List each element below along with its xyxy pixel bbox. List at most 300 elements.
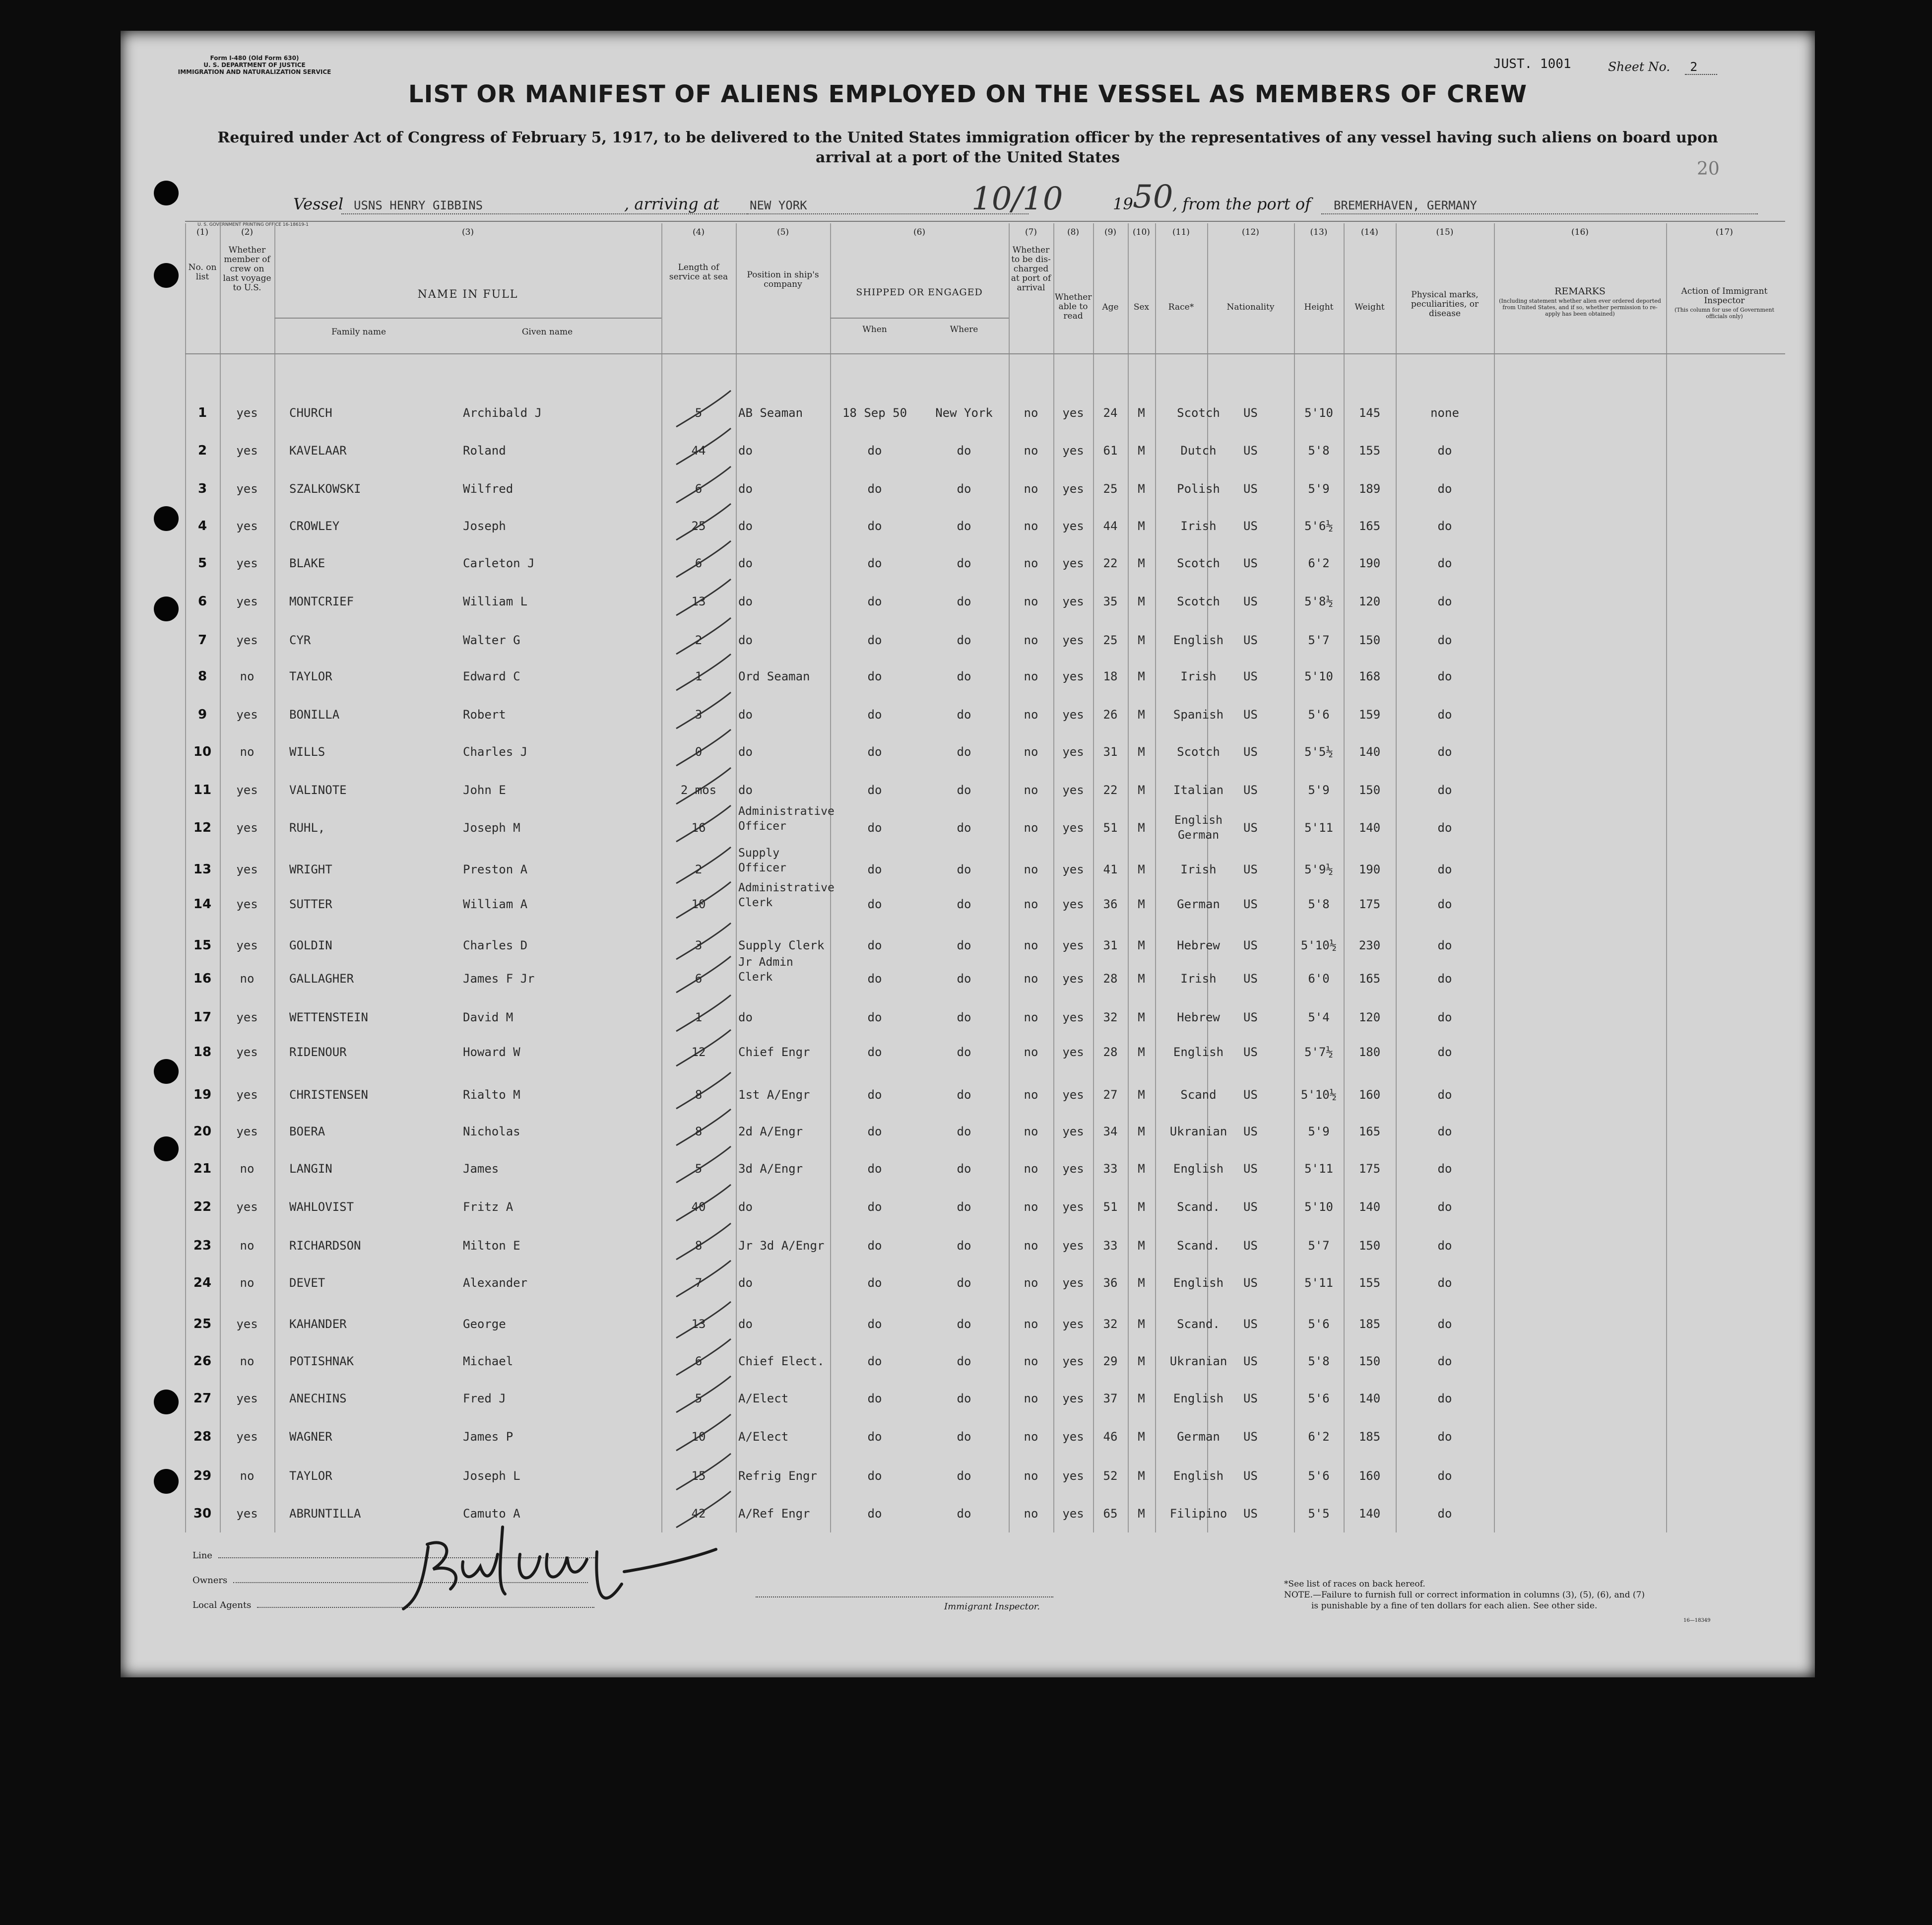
physical-marks: do <box>1437 1239 1452 1253</box>
column-number: (15) <box>1436 227 1454 237</box>
physical-marks: do <box>1437 863 1452 876</box>
able-to-read: yes <box>1062 863 1084 876</box>
given-name: Rialto M <box>463 1088 520 1102</box>
to-be-discharged: no <box>1024 1354 1038 1368</box>
height: 6'2 <box>1308 1430 1330 1444</box>
to-be-discharged: no <box>1024 783 1038 797</box>
weight: 159 <box>1358 708 1381 722</box>
given-name: Wilfred <box>463 482 514 496</box>
able-to-read: yes <box>1062 1354 1084 1368</box>
physical-marks: do <box>1437 897 1452 911</box>
shipped-where: do <box>957 708 971 722</box>
given-name: Nicholas <box>463 1125 520 1138</box>
shipped-where: do <box>957 1276 971 1290</box>
to-be-discharged: no <box>1024 1469 1038 1483</box>
row-number: 21 <box>193 1161 212 1176</box>
height: 5'8 <box>1308 1354 1330 1368</box>
given-name: William A <box>463 897 528 911</box>
able-to-read: yes <box>1062 556 1084 570</box>
page-mark: 20 <box>1697 159 1720 179</box>
weight: 165 <box>1358 519 1381 533</box>
nationality: US <box>1243 783 1258 797</box>
shipped-when: do <box>867 938 882 952</box>
weight: 155 <box>1358 444 1381 458</box>
nationality: US <box>1243 444 1258 458</box>
able-to-read: yes <box>1062 1088 1084 1102</box>
physical-marks: do <box>1437 519 1452 533</box>
race: English <box>1173 1392 1224 1405</box>
to-be-discharged: no <box>1024 519 1038 533</box>
race: Ukranian <box>1169 1354 1227 1368</box>
sex: M <box>1138 633 1145 647</box>
shipped-where: do <box>957 482 971 496</box>
physical-marks: do <box>1437 482 1452 496</box>
race: Scotch <box>1177 595 1220 608</box>
ship-position: A/Elect <box>738 1392 789 1405</box>
physical-marks: do <box>1437 1125 1452 1138</box>
height: 5'10 <box>1304 406 1333 420</box>
row-number: 9 <box>197 707 207 722</box>
physical-marks: do <box>1437 556 1452 570</box>
prior-voyage: yes <box>236 1200 258 1214</box>
family-name: RIDENOUR <box>289 1045 347 1059</box>
nationality: US <box>1243 1010 1258 1024</box>
sex: M <box>1138 745 1145 759</box>
row-number: 18 <box>193 1045 212 1060</box>
nationality: US <box>1243 1469 1258 1483</box>
family-name: VALINOTE <box>289 783 347 797</box>
vessel-line <box>121 179 1815 219</box>
prior-voyage: no <box>240 669 255 683</box>
row-number: 20 <box>193 1124 212 1139</box>
column-number: (5) <box>776 227 789 237</box>
header-able-to-read: Whether able to read <box>1055 292 1092 321</box>
header-weight: Weight <box>1354 302 1385 312</box>
race: English <box>1173 1045 1224 1059</box>
sex: M <box>1138 1317 1145 1331</box>
height: 5'10 <box>1304 1200 1333 1214</box>
prior-voyage: yes <box>236 821 258 835</box>
race: Irish <box>1180 669 1217 683</box>
shipped-where: do <box>957 972 971 986</box>
header-family-name: Family name <box>331 327 386 337</box>
row-number: 23 <box>193 1238 212 1253</box>
length-of-service: 2 <box>695 633 703 647</box>
to-be-discharged: no <box>1024 1276 1038 1290</box>
header-remarks-note: (Including statement whether alien ever ordered deported from United States, and if so, whether permission to re-apply has been obtained) <box>1499 298 1661 317</box>
prior-voyage: yes <box>236 1125 258 1138</box>
column-number: (3) <box>461 227 474 237</box>
line-label: Line <box>193 1550 212 1561</box>
header-sex: Sex <box>1133 302 1150 312</box>
ship-position: Chief Elect. <box>738 1354 825 1368</box>
length-of-service: 12 <box>691 1045 706 1059</box>
physical-marks: do <box>1437 1354 1452 1368</box>
height: 6'0 <box>1308 972 1330 986</box>
physical-marks: do <box>1437 1469 1452 1483</box>
physical-marks: do <box>1437 1392 1452 1405</box>
row-number: 4 <box>197 519 207 533</box>
height: 5'6½ <box>1304 519 1333 533</box>
length-of-service: 8 <box>695 1088 703 1102</box>
prior-voyage: no <box>240 745 255 759</box>
column-number: (11) <box>1172 227 1190 237</box>
sex: M <box>1138 1469 1145 1483</box>
age: 65 <box>1103 1507 1118 1521</box>
row-number: 6 <box>197 594 207 609</box>
length-of-service: 25 <box>691 519 706 533</box>
family-name: WAGNER <box>289 1430 332 1444</box>
sex: M <box>1138 1162 1145 1176</box>
ship-position: Administrative Officer <box>738 805 835 833</box>
to-be-discharged: no <box>1024 1430 1038 1444</box>
row-number: 29 <box>193 1468 212 1483</box>
sex: M <box>1138 444 1145 458</box>
to-be-discharged: no <box>1024 406 1038 420</box>
ship-position: A/Ref Engr <box>738 1507 810 1521</box>
nationality: US <box>1243 556 1258 570</box>
prior-voyage: no <box>240 1469 255 1483</box>
weight: 140 <box>1358 1507 1381 1521</box>
row-number: 25 <box>193 1317 212 1331</box>
physical-marks: do <box>1437 1045 1452 1059</box>
weight: 140 <box>1358 821 1381 835</box>
given-name: Roland <box>463 444 506 458</box>
arrival-date: 10/10 <box>971 181 1063 217</box>
row-number: 12 <box>193 820 212 835</box>
physical-marks: do <box>1437 444 1452 458</box>
age: 46 <box>1103 1430 1118 1444</box>
prior-voyage: yes <box>236 406 258 420</box>
able-to-read: yes <box>1062 1010 1084 1024</box>
ship-position: do <box>738 1317 753 1331</box>
weight: 155 <box>1358 1276 1381 1290</box>
race: English <box>1173 633 1224 647</box>
prior-voyage: yes <box>236 708 258 722</box>
row-number: 22 <box>193 1199 212 1214</box>
age: 25 <box>1103 633 1118 647</box>
weight: 180 <box>1358 1045 1381 1059</box>
shipped-where: do <box>957 1200 971 1214</box>
given-name: Michael <box>463 1354 514 1368</box>
prior-voyage: yes <box>236 897 258 911</box>
nationality: US <box>1243 863 1258 876</box>
form-identifier <box>165 55 344 75</box>
physical-marks: do <box>1437 938 1452 952</box>
height: 5'6 <box>1308 1469 1330 1483</box>
nationality: US <box>1243 406 1258 420</box>
header-position: Position in ship's company <box>747 270 819 289</box>
age: 22 <box>1103 556 1118 570</box>
column-number: (13) <box>1310 227 1328 237</box>
physical-marks: do <box>1437 1200 1452 1214</box>
height: 5'9 <box>1308 1125 1330 1138</box>
race: Irish <box>1180 519 1217 533</box>
ship-position: Jr 3d A/Engr <box>738 1239 825 1253</box>
height: 5'4 <box>1308 1010 1330 1024</box>
sex: M <box>1138 1507 1145 1521</box>
race: Polish <box>1177 482 1220 496</box>
prior-voyage: yes <box>236 633 258 647</box>
shipped-when: 18 Sep 50 <box>842 406 907 420</box>
column-number: (10) <box>1133 227 1150 237</box>
to-be-discharged: no <box>1024 1392 1038 1405</box>
family-name: WILLS <box>289 745 325 759</box>
family-name: WAHLOVIST <box>289 1200 354 1214</box>
shipped-where: do <box>957 519 971 533</box>
physical-marks: do <box>1437 1276 1452 1290</box>
age: 32 <box>1103 1317 1118 1331</box>
to-be-discharged: no <box>1024 863 1038 876</box>
family-name: LANGIN <box>289 1162 332 1176</box>
weight: 150 <box>1358 783 1381 797</box>
row-number: 27 <box>193 1391 212 1406</box>
family-name: BOERA <box>289 1125 325 1138</box>
able-to-read: yes <box>1062 1239 1084 1253</box>
year-prefix: 19 <box>1113 195 1133 213</box>
height: 5'9½ <box>1304 863 1333 876</box>
shipped-where: do <box>957 863 971 876</box>
row-number: 11 <box>193 783 212 797</box>
physical-marks: do <box>1437 783 1452 797</box>
given-name: James <box>463 1162 499 1176</box>
header-prior-voyage: Whether member of crew on last voyage to U.S. <box>223 245 271 293</box>
nationality: US <box>1243 745 1258 759</box>
able-to-read: yes <box>1062 595 1084 608</box>
age: 24 <box>1103 406 1118 420</box>
shipped-when: do <box>867 556 882 570</box>
weight: 175 <box>1358 897 1381 911</box>
family-name: SUTTER <box>289 897 332 911</box>
given-name: James P <box>463 1430 514 1444</box>
age: 25 <box>1103 482 1118 496</box>
weight: 190 <box>1358 863 1381 876</box>
prior-voyage: yes <box>236 444 258 458</box>
length-of-service: 0 <box>695 745 703 759</box>
family-name: BONILLA <box>289 708 340 722</box>
arriving-label: , arriving at <box>624 195 719 213</box>
column-number: (6) <box>913 227 926 237</box>
nationality: US <box>1243 897 1258 911</box>
sex: M <box>1138 821 1145 835</box>
sex: M <box>1138 595 1145 608</box>
physical-marks: do <box>1437 595 1452 608</box>
race: Scotch <box>1177 745 1220 759</box>
age: 36 <box>1103 1276 1118 1290</box>
file-code: JUST. 1001 <box>1493 57 1571 71</box>
length-of-service: 10 <box>691 897 706 911</box>
ship-position: do <box>738 519 753 533</box>
physical-marks: do <box>1437 633 1452 647</box>
able-to-read: yes <box>1062 633 1084 647</box>
weight: 140 <box>1358 745 1381 759</box>
able-to-read: yes <box>1062 1392 1084 1405</box>
age: 29 <box>1103 1354 1118 1368</box>
shipped-where: do <box>957 1469 971 1483</box>
prior-voyage: yes <box>236 1045 258 1059</box>
given-name: William L <box>463 595 528 608</box>
header-physical-marks: Physical marks, peculiarities, or disease <box>1411 290 1479 319</box>
length-of-service: 2 mos <box>680 783 717 797</box>
shipped-when: do <box>867 708 882 722</box>
age: 28 <box>1103 1045 1118 1059</box>
age: 33 <box>1103 1239 1118 1253</box>
given-name: Camuto A <box>463 1507 520 1521</box>
column-number: (17) <box>1716 227 1733 237</box>
to-be-discharged: no <box>1024 897 1038 911</box>
header-shipped-or-engaged: SHIPPED OR ENGAGED <box>856 287 983 298</box>
length-of-service: 6 <box>695 556 703 570</box>
shipped-when: do <box>867 821 882 835</box>
nationality: US <box>1243 519 1258 533</box>
weight: 160 <box>1358 1088 1381 1102</box>
weight: 120 <box>1358 595 1381 608</box>
nationality: US <box>1243 633 1258 647</box>
column-number: (16) <box>1571 227 1589 237</box>
weight: 165 <box>1358 1125 1381 1138</box>
race: Scand. <box>1177 1239 1220 1253</box>
shipped-when: do <box>867 519 882 533</box>
height: 5'10 <box>1304 669 1333 683</box>
family-name: CYR <box>289 633 311 647</box>
age: 44 <box>1103 519 1118 533</box>
given-name: Edward C <box>463 669 520 683</box>
physical-marks: do <box>1437 1317 1452 1331</box>
prior-voyage: yes <box>236 482 258 496</box>
header-length-of-service: Length of service at sea <box>669 263 728 282</box>
ship-position: A/Elect <box>738 1430 789 1444</box>
prior-voyage: yes <box>236 1392 258 1405</box>
prior-voyage: yes <box>236 595 258 608</box>
weight: 185 <box>1358 1430 1381 1444</box>
able-to-read: yes <box>1062 519 1084 533</box>
ship-position: do <box>738 482 753 496</box>
shipped-when: do <box>867 1162 882 1176</box>
weight: 150 <box>1358 633 1381 647</box>
family-name: GALLAGHER <box>289 972 354 986</box>
to-be-discharged: no <box>1024 1507 1038 1521</box>
height: 5'5 <box>1308 1507 1330 1521</box>
prior-voyage: yes <box>236 1317 258 1331</box>
inspector-label: Immigrant Inspector. <box>944 1601 1040 1612</box>
to-be-discharged: no <box>1024 708 1038 722</box>
header-inspector-note: (This column for use of Government officials only) <box>1674 307 1775 320</box>
shipped-when: do <box>867 1276 882 1290</box>
weight: 175 <box>1358 1162 1381 1176</box>
prior-voyage: yes <box>236 1507 258 1521</box>
length-of-service: 3 <box>695 708 703 722</box>
race: German <box>1177 1430 1220 1444</box>
row-number: 13 <box>193 862 212 877</box>
row-number: 28 <box>193 1429 212 1444</box>
able-to-read: yes <box>1062 745 1084 759</box>
given-name: Alexander <box>463 1276 528 1290</box>
given-name: Joseph M <box>463 821 520 835</box>
shipped-when: do <box>867 863 882 876</box>
sex: M <box>1138 1010 1145 1024</box>
able-to-read: yes <box>1062 938 1084 952</box>
age: 51 <box>1103 821 1118 835</box>
ship-position: 3d A/Engr <box>738 1162 803 1176</box>
shipped-when: do <box>867 1354 882 1368</box>
height: 5'11 <box>1304 1162 1333 1176</box>
ship-position: 2d A/Engr <box>738 1125 803 1138</box>
age: 18 <box>1103 669 1118 683</box>
row-number: 10 <box>193 744 212 759</box>
shipped-where: do <box>957 821 971 835</box>
length-of-service: 6 <box>695 1354 703 1368</box>
sex: M <box>1138 669 1145 683</box>
row-number: 30 <box>193 1506 212 1521</box>
sex: M <box>1138 1125 1145 1138</box>
given-name: Charles J <box>463 745 528 759</box>
race: English German <box>1174 814 1223 842</box>
to-be-discharged: no <box>1024 482 1038 496</box>
race: Hebrew <box>1177 938 1220 952</box>
column-number: (7) <box>1025 227 1037 237</box>
given-name: Fred J <box>463 1392 506 1405</box>
height: 5'6 <box>1308 1392 1330 1405</box>
to-be-discharged: no <box>1024 1162 1038 1176</box>
shipped-where: do <box>957 1045 971 1059</box>
weight: 189 <box>1358 482 1381 496</box>
row-number: 1 <box>197 405 207 420</box>
physical-marks: do <box>1437 821 1452 835</box>
ship-position: do <box>738 1200 753 1214</box>
shipped-where: do <box>957 595 971 608</box>
family-name: TAYLOR <box>289 669 332 683</box>
shipped-when: do <box>867 482 882 496</box>
height: 5'11 <box>1304 1276 1333 1290</box>
age: 31 <box>1103 938 1118 952</box>
height: 5'5½ <box>1304 745 1333 759</box>
able-to-read: yes <box>1062 1469 1084 1483</box>
nationality: US <box>1243 938 1258 952</box>
able-to-read: yes <box>1062 1507 1084 1521</box>
header-age: Age <box>1102 302 1119 312</box>
ship-position: do <box>738 783 753 797</box>
shipped-when: do <box>867 1045 882 1059</box>
sheet-number-value: 2 <box>1685 60 1717 75</box>
shipped-when: do <box>867 745 882 759</box>
weight: 185 <box>1358 1317 1381 1331</box>
penalty-note-2: is punishable by a fine of ten dollars for each alien. See other side. <box>1311 1601 1598 1611</box>
sheet-number <box>1608 60 1717 74</box>
ship-position: AB Seaman <box>738 406 803 420</box>
shipped-where: do <box>957 745 971 759</box>
length-of-service: 16 <box>691 821 706 835</box>
sex: M <box>1138 482 1145 496</box>
height: 5'8 <box>1308 444 1330 458</box>
family-name: RUHL, <box>289 821 325 835</box>
prior-voyage: no <box>240 1276 255 1290</box>
manifest-sheet <box>121 31 1815 1677</box>
shipped-where: do <box>957 556 971 570</box>
length-of-service: 6 <box>695 972 703 986</box>
given-name: George <box>463 1317 506 1331</box>
shipped-when: do <box>867 1317 882 1331</box>
physical-marks: do <box>1437 708 1452 722</box>
to-be-discharged: no <box>1024 1239 1038 1253</box>
to-be-discharged: no <box>1024 1317 1038 1331</box>
year-suffix: 50 <box>1133 179 1173 215</box>
prior-voyage: yes <box>236 1088 258 1102</box>
given-name: Milton E <box>463 1239 520 1253</box>
age: 22 <box>1103 783 1118 797</box>
length-of-service: 13 <box>691 595 706 608</box>
from-port-label: , from the port of <box>1172 195 1311 213</box>
ship-position: do <box>738 745 753 759</box>
